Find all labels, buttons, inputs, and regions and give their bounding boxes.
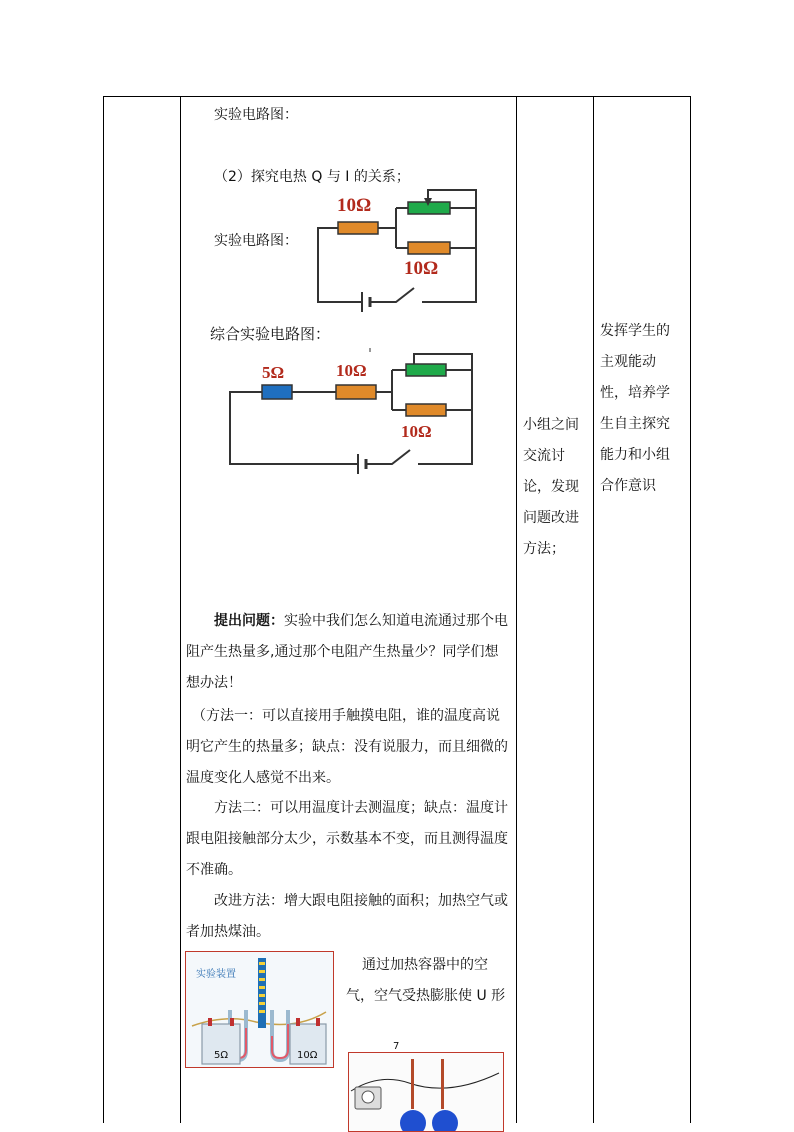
- air-text: [346, 950, 512, 1012]
- method2-paragraph: [186, 793, 512, 886]
- column-divider-1: [180, 96, 181, 1123]
- column4-line: 合作意识: [600, 478, 656, 494]
- column3-line: 方法；: [523, 541, 565, 557]
- column3-text: [523, 410, 579, 565]
- column4-line: 主观能动: [600, 354, 656, 370]
- method2-line2: 跟电阻接触部分太少，示数基本不变，而且测得温度: [186, 831, 508, 847]
- resistor-label-bottom: 10Ω: [404, 258, 439, 279]
- resistor-label-series: 10Ω: [336, 361, 367, 380]
- column3-line: 小组之间: [523, 417, 579, 433]
- apparatus-right-label: 10Ω: [297, 1050, 318, 1061]
- u-tube-apparatus-icon: [186, 952, 332, 1066]
- column4-line: 能力和小组: [600, 447, 670, 463]
- column4-line: 生自主探究: [600, 416, 670, 432]
- resistor-10-ohm-parallel: [406, 404, 446, 416]
- column3-line: 问题改进: [523, 510, 579, 526]
- figure2-image: [348, 1052, 504, 1132]
- method1-paragraph: [186, 701, 512, 794]
- table-left-border: [103, 96, 104, 1123]
- section1-label: 实验电路图：: [214, 107, 298, 123]
- table-top-border: [103, 96, 691, 97]
- column3-line: 论，发现: [523, 479, 579, 495]
- resistor-label-5: 5Ω: [262, 363, 285, 382]
- resistor-10-ohm-series: [336, 385, 376, 399]
- method1-line2: 明它产生的热量多；缺点：没有说服力，而且细微的: [186, 739, 508, 755]
- air-text-line2: 气，空气受热膨胀使 U 形: [346, 988, 506, 1004]
- resistor-label-top: 10Ω: [337, 195, 372, 216]
- question-lead: 提出问题：: [214, 613, 284, 629]
- resistor-10-ohm-top: [338, 222, 378, 234]
- column4-line: 发挥学生的: [600, 323, 670, 339]
- column3-line: 交流讨: [523, 448, 565, 464]
- section3-label: 综合实验电路图：: [210, 325, 331, 343]
- question-line2: 阻产生热量多,通过那个电阻产生热量少？同学们想: [186, 644, 499, 660]
- section2-title: （2）探究电热 Q 与 I 的关系；: [214, 169, 410, 185]
- flask-apparatus-icon: [349, 1053, 503, 1132]
- apparatus-caption: 实验装置: [196, 969, 236, 980]
- resistor-10-ohm-bottom: [408, 242, 450, 254]
- air-text-line1: 通过加热容器中的空: [362, 957, 488, 973]
- method2-line1: 方法二：可以用温度计去测温度；缺点：温度计: [214, 800, 508, 816]
- method1-line1: （方法一：可以直接用手触摸电阻，谁的温度高说: [192, 708, 500, 724]
- rheostat-green-combined: [406, 364, 446, 376]
- question-line1: 实验中我们怎么知道电流通过那个电: [284, 613, 508, 629]
- improve-paragraph: [186, 886, 512, 948]
- question-paragraph: [186, 606, 512, 699]
- apparatus-image: [185, 951, 334, 1068]
- resistor-5-ohm: [262, 385, 292, 399]
- column4-text: [600, 316, 670, 502]
- method1-line3: 温度变化人感觉不出来。: [186, 770, 340, 786]
- section2-label: 实验电路图：: [214, 233, 298, 249]
- figure2-number: 7: [393, 1041, 400, 1052]
- method2-line3: 不准确。: [186, 862, 242, 878]
- column-divider-3: [593, 96, 594, 1123]
- question-line3: 想办法！: [186, 675, 242, 691]
- improve-line2: 者加热煤油。: [186, 924, 270, 940]
- column-divider-2: [516, 96, 517, 1123]
- table-right-border: [690, 96, 691, 1123]
- column4-line: 性，培养学: [600, 385, 670, 401]
- apparatus-left-label: 5Ω: [214, 1050, 229, 1061]
- resistor-label-parallel: 10Ω: [401, 422, 432, 441]
- improve-line1: 改进方法：增大跟电阻接触的面积；加热空气或: [214, 893, 508, 909]
